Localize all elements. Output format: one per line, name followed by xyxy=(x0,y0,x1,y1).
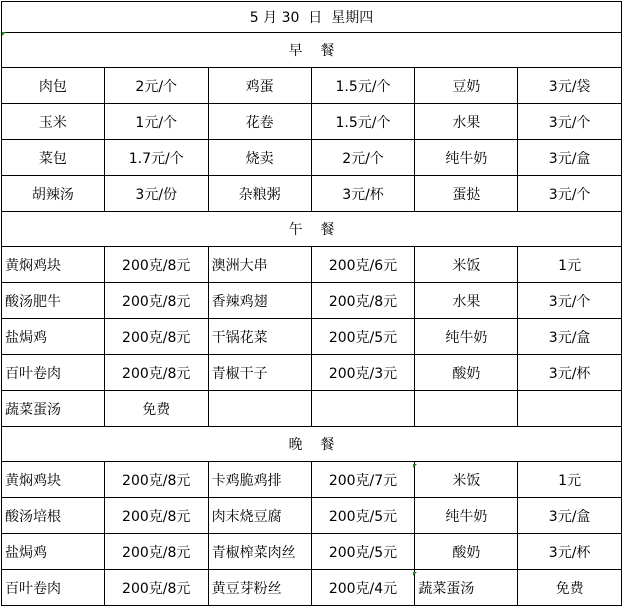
table-row xyxy=(2,283,622,319)
item-name: 纯牛奶 xyxy=(415,498,518,534)
item-name: 菜包 xyxy=(2,140,105,176)
item-name: 蔬菜蛋汤 xyxy=(415,570,518,606)
lunch-header-row xyxy=(2,212,622,247)
item-price: 3元/份 xyxy=(104,176,208,212)
item-name: 干锅花菜 xyxy=(208,319,311,355)
item-name: 肉包 xyxy=(2,68,105,104)
item-price: 200克/8元 xyxy=(104,498,208,534)
item-price: 200克/8元 xyxy=(104,570,208,606)
item-name: 酸奶 xyxy=(415,534,518,570)
item-name: 澳洲大串 xyxy=(208,247,311,283)
item-name: 水果 xyxy=(415,283,518,319)
item-name: 酸汤培根 xyxy=(2,498,105,534)
item-name: 玉米 xyxy=(2,104,105,140)
table-row xyxy=(2,140,622,176)
item-price: 200克/5元 xyxy=(311,498,415,534)
item-name: 蔬菜蛋汤 xyxy=(2,391,105,427)
empty-cell xyxy=(518,391,622,427)
item-name: 香辣鸡翅 xyxy=(208,283,311,319)
item-price: 3元/杯 xyxy=(518,355,622,391)
item-price: 3元/杯 xyxy=(311,176,415,212)
item-name: 青椒干子 xyxy=(208,355,311,391)
item-name: 黄焖鸡块 xyxy=(2,462,105,498)
item-name: 烧卖 xyxy=(208,140,311,176)
item-price: 3元/个 xyxy=(518,283,622,319)
item-price: 2元/个 xyxy=(311,140,415,176)
dinner-heading: 晚 餐 xyxy=(2,427,622,462)
item-price: 200克/8元 xyxy=(104,319,208,355)
table-row xyxy=(2,462,622,498)
item-name: 酸奶 xyxy=(415,355,518,391)
item-price: 免费 xyxy=(518,570,622,606)
item-price: 200克/8元 xyxy=(104,355,208,391)
item-price: 200克/5元 xyxy=(311,319,415,355)
item-price: 200克/5元 xyxy=(311,534,415,570)
item-price: 1.5元/个 xyxy=(311,68,415,104)
table-row xyxy=(2,68,622,104)
item-price: 3元/盒 xyxy=(518,140,622,176)
item-price: 3元/个 xyxy=(518,176,622,212)
table-row xyxy=(2,104,622,140)
menu-table xyxy=(1,1,622,606)
cell-comment-marker xyxy=(413,572,417,576)
lunch-heading: 午 餐 xyxy=(2,212,622,247)
item-price: 200克/8元 xyxy=(311,283,415,319)
item-price: 200克/8元 xyxy=(104,283,208,319)
item-name: 蛋挞 xyxy=(415,176,518,212)
item-name: 米饭 xyxy=(415,247,518,283)
item-price: 200克/4元 xyxy=(311,570,415,606)
item-price: 3元/个 xyxy=(518,104,622,140)
item-price: 3元/盒 xyxy=(518,498,622,534)
empty-cell xyxy=(311,391,415,427)
table-row xyxy=(2,391,622,427)
item-price: 200克/3元 xyxy=(311,355,415,391)
item-name: 花卷 xyxy=(208,104,311,140)
item-name: 盐焗鸡 xyxy=(2,534,105,570)
table-row xyxy=(2,570,622,606)
item-name: 纯牛奶 xyxy=(415,319,518,355)
item-name: 肉末烧豆腐 xyxy=(208,498,311,534)
table-row xyxy=(2,176,622,212)
item-name: 胡辣汤 xyxy=(2,176,105,212)
table-row xyxy=(2,534,622,570)
breakfast-heading: 早 餐 xyxy=(2,33,622,68)
table-row xyxy=(2,247,622,283)
item-name: 杂粮粥 xyxy=(208,176,311,212)
item-name: 百叶卷肉 xyxy=(2,355,105,391)
item-price: 3元/袋 xyxy=(518,68,622,104)
item-price: 2元/个 xyxy=(104,68,208,104)
table-row xyxy=(2,319,622,355)
item-price: 200克/8元 xyxy=(104,462,208,498)
item-price: 200克/7元 xyxy=(311,462,415,498)
item-price: 1元 xyxy=(518,462,622,498)
item-name: 黄豆芽粉丝 xyxy=(208,570,311,606)
breakfast-header-row xyxy=(2,33,622,68)
item-name: 纯牛奶 xyxy=(415,140,518,176)
item-price: 200克/6元 xyxy=(311,247,415,283)
item-name: 酸汤肥牛 xyxy=(2,283,105,319)
item-name: 盐焗鸡 xyxy=(2,319,105,355)
item-price: 1元/个 xyxy=(104,104,208,140)
date-title: 5 月 30 日 星期四 xyxy=(2,2,622,33)
item-name: 卡鸡脆鸡排 xyxy=(208,462,311,498)
item-name: 豆奶 xyxy=(415,68,518,104)
item-price: 200克/8元 xyxy=(104,247,208,283)
item-name: 水果 xyxy=(415,104,518,140)
cell-comment-marker xyxy=(413,464,417,468)
item-name: 米饭 xyxy=(415,462,518,498)
dinner-header-row xyxy=(2,427,622,462)
title-row xyxy=(2,2,622,33)
item-name: 黄焖鸡块 xyxy=(2,247,105,283)
item-name: 青椒榨菜肉丝 xyxy=(208,534,311,570)
item-price: 3元/杯 xyxy=(518,534,622,570)
table-row xyxy=(2,498,622,534)
item-price: 1.5元/个 xyxy=(311,104,415,140)
item-price: 免费 xyxy=(104,391,208,427)
item-price: 200克/8元 xyxy=(104,534,208,570)
item-price: 3元/盒 xyxy=(518,319,622,355)
item-price: 1元 xyxy=(518,247,622,283)
item-name: 百叶卷肉 xyxy=(2,570,105,606)
item-name: 鸡蛋 xyxy=(208,68,311,104)
empty-cell xyxy=(208,391,311,427)
empty-cell xyxy=(415,391,518,427)
item-price: 1.7元/个 xyxy=(104,140,208,176)
cell-comment-marker xyxy=(2,32,6,36)
table-row xyxy=(2,355,622,391)
